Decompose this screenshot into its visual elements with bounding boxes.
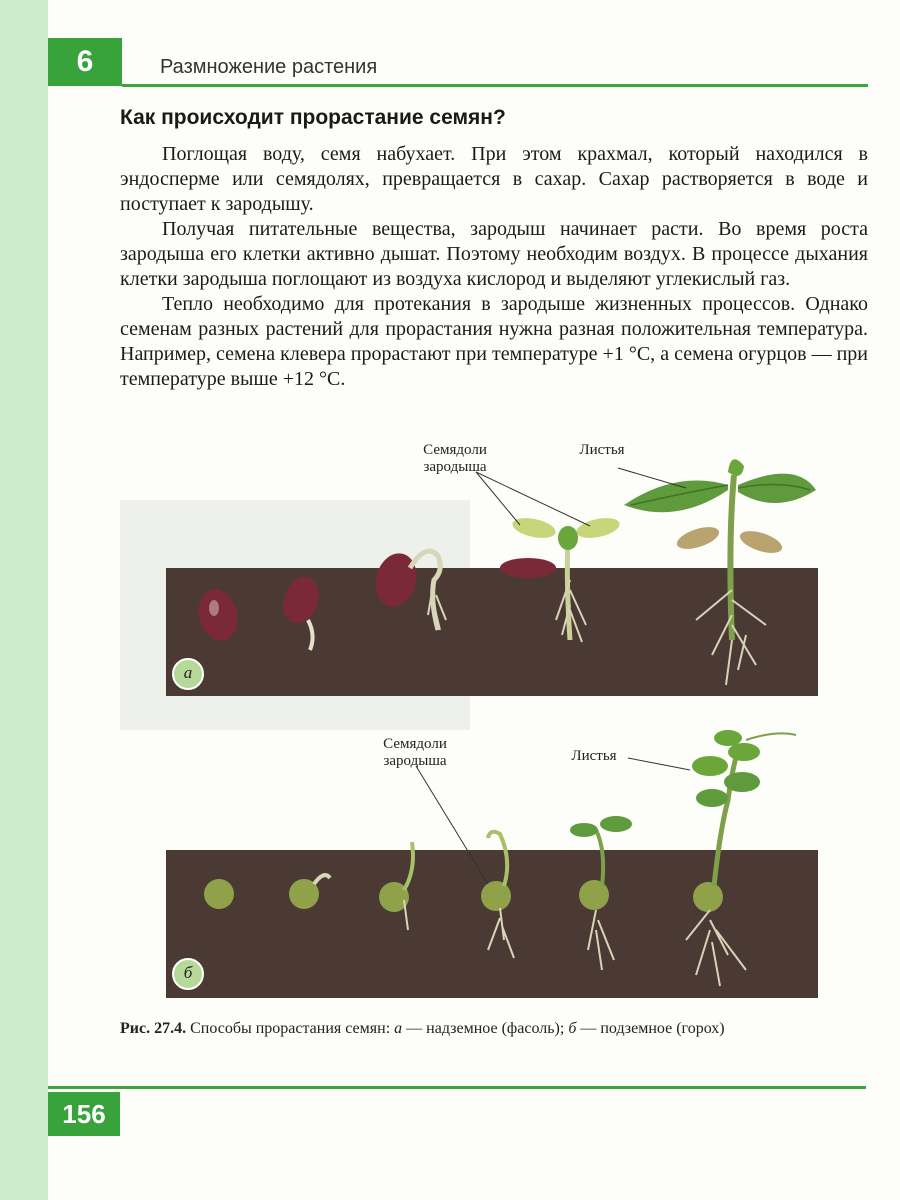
cotyledon bbox=[737, 527, 784, 558]
bean-seed bbox=[500, 558, 556, 578]
header-divider bbox=[122, 84, 868, 87]
pea-leaf bbox=[728, 743, 760, 761]
pea-leaf bbox=[692, 756, 728, 776]
caption-lead: Рис. 27.4. bbox=[120, 1020, 187, 1037]
footer-divider bbox=[48, 1086, 866, 1089]
bean-leaf bbox=[728, 459, 744, 476]
running-title: Размножение растения bbox=[160, 56, 378, 78]
panel-b-marker-text: б bbox=[183, 963, 193, 982]
caption-b-marker: б bbox=[568, 1020, 577, 1037]
body-text bbox=[120, 142, 868, 392]
pea-seed bbox=[204, 879, 234, 909]
pea-leaf bbox=[570, 823, 598, 837]
chapter-number: 6 bbox=[48, 38, 122, 86]
pea-seed bbox=[579, 880, 609, 910]
cotyledon bbox=[511, 515, 558, 542]
paragraph: Тепло необходимо для протекания в зародыше жизненных процессов. Однако семенам разных растений для прорастания нужна разная положительная температура. Например, семена клевера прорастают при температуре +1 °C, а семена огурцов — при температуре выше +12 °C. bbox=[120, 293, 868, 390]
caption-a-text: — надземное (фасоль); bbox=[406, 1020, 565, 1037]
side-strip bbox=[0, 0, 48, 1200]
label-cotyledons-a: Семядоли зародыша bbox=[423, 442, 487, 475]
label-leaves-a: Листья bbox=[579, 442, 625, 458]
cotyledon bbox=[575, 515, 622, 542]
pea-leaf bbox=[724, 772, 760, 792]
pea-seed bbox=[481, 881, 511, 911]
germination-figure bbox=[116, 430, 876, 1010]
pea-leaf bbox=[600, 816, 632, 832]
label-leaves-b: Листья bbox=[571, 748, 617, 764]
pea-leaf bbox=[714, 730, 742, 746]
paragraph: Поглощая воду, семя набухает. При этом крахмал, который находился в эндосперме или семядолях, превращается в сахар. Сахар растворяется в воде и поступает к зародышу. bbox=[120, 143, 868, 215]
caption-text: Способы прорастания семян: bbox=[190, 1020, 391, 1037]
label-cotyledons-b: Семядоли зародыша bbox=[383, 736, 447, 769]
pea-leaf bbox=[696, 789, 728, 807]
germination-illustration bbox=[116, 430, 876, 1010]
caption-b-text: — подземное (горох) bbox=[580, 1020, 725, 1037]
soil-strip-a bbox=[166, 568, 818, 696]
paragraph: Получая питательные вещества, зародыш начинает расти. Во время роста зародыша его клетки активно дышат. Поэтому необходим воздух. В процессе дыхания клетки зародыша поглощают из воздуха кислород и выделяют углекислый газ. bbox=[120, 218, 868, 290]
section-heading: Как происходит прорастание семян? bbox=[120, 106, 506, 129]
cotyledon bbox=[674, 523, 721, 554]
caption-a-marker: а bbox=[394, 1020, 403, 1037]
page-number: 156 bbox=[48, 1092, 120, 1136]
figure-caption bbox=[120, 1018, 868, 1040]
soil-strip-b bbox=[166, 850, 818, 998]
panel-a-marker-text: а bbox=[183, 663, 193, 682]
pea-seed bbox=[693, 882, 723, 912]
